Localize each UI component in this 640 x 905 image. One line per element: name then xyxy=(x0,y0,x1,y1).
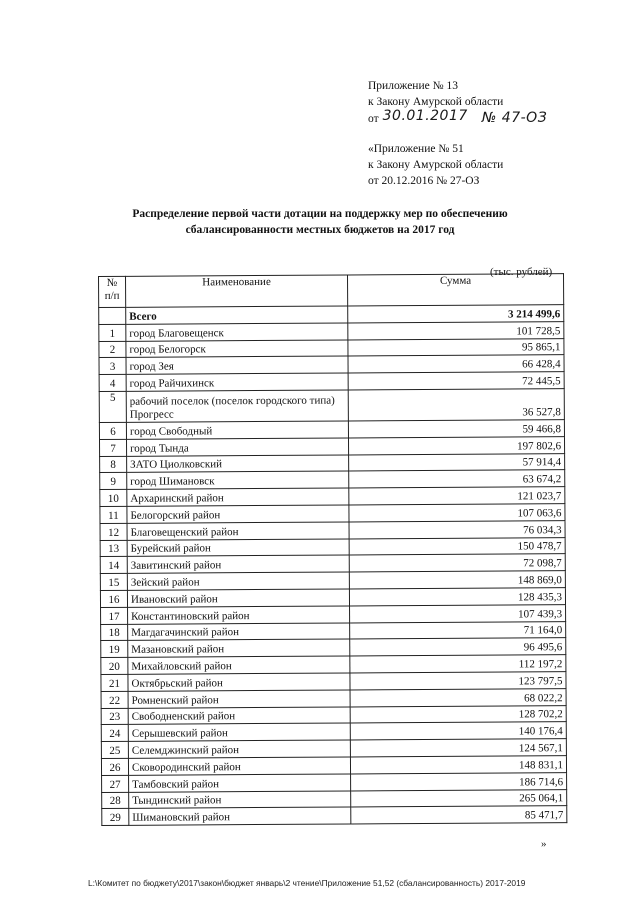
row-name: рабочий поселок (поселок городского типа) Прогресс xyxy=(126,390,348,422)
total-value: 3 214 499,6 xyxy=(348,305,564,323)
prev-appendix-law: к Закону Амурской области xyxy=(368,159,504,171)
row-sum: 107 063,6 xyxy=(349,504,565,522)
row-sum: 128 702,2 xyxy=(350,705,566,723)
row-sum: 123 797,5 xyxy=(350,672,566,690)
row-number: 19 xyxy=(101,641,128,658)
handwritten-number: № 47-ОЗ xyxy=(481,110,548,126)
row-number: 20 xyxy=(101,657,128,674)
row-number: 15 xyxy=(100,573,127,590)
row-number: 9 xyxy=(100,473,127,490)
row-sum: 124 567,1 xyxy=(350,739,566,757)
row-name: Селемджинский район xyxy=(128,740,350,758)
appendix-number: Приложение № 13 xyxy=(368,80,458,92)
row-name: город Шимановск xyxy=(127,471,349,489)
row-sum: 107 439,3 xyxy=(350,604,566,622)
col-name-header: Наименование xyxy=(126,275,348,307)
row-sum: 96 495,6 xyxy=(350,638,566,656)
row-name: Бурейский район xyxy=(127,539,349,557)
row-sum: 197 802,6 xyxy=(348,436,564,454)
from-prefix: от xyxy=(368,113,379,125)
row-number: 8 xyxy=(100,456,127,473)
handwritten-date-number xyxy=(379,110,548,126)
prev-appendix-number: «Приложение № 51 xyxy=(368,143,464,155)
row-name: Серышевский район xyxy=(128,723,350,741)
table-header-row xyxy=(99,274,564,308)
document-title xyxy=(100,206,540,238)
row-sum: 148 831,1 xyxy=(350,756,566,774)
row-number: 22 xyxy=(101,691,128,708)
row-sum: 150 478,7 xyxy=(349,537,565,555)
row-name: город Тында xyxy=(126,438,348,456)
row-name: Михайловский район xyxy=(128,656,350,674)
row-name: Тындинский район xyxy=(129,790,351,808)
title-line-2: сбалансированности местных бюджетов на 2017 год xyxy=(185,224,455,236)
row-number: 12 xyxy=(100,523,127,540)
row-number: 13 xyxy=(100,540,127,557)
row-name: город Зея xyxy=(126,356,348,374)
row-name: город Свободный xyxy=(126,421,348,439)
row-number: 18 xyxy=(101,624,128,641)
row-name: Ромненский район xyxy=(128,690,350,708)
handwritten-date: 30.01.2017 xyxy=(382,108,468,124)
row-number: 28 xyxy=(102,792,129,809)
row-number: 2 xyxy=(99,341,126,358)
row-name: Архаринский район xyxy=(127,488,349,506)
row-number: 4 xyxy=(99,375,126,392)
row-name: Мазановский район xyxy=(128,639,350,657)
row-name: город Белогорск xyxy=(126,340,348,358)
row-number: 25 xyxy=(101,741,128,758)
row-sum: 186 714,6 xyxy=(351,772,567,790)
table-row xyxy=(99,389,564,423)
row-sum: 72 098,7 xyxy=(349,554,565,572)
total-num-cell xyxy=(99,307,126,324)
row-name: Октябрьский район xyxy=(128,673,350,691)
row-name: город Благовещенск xyxy=(126,323,348,341)
row-number: 14 xyxy=(100,557,127,574)
col-sum-header: Сумма xyxy=(347,274,563,306)
row-sum: 101 728,5 xyxy=(348,321,564,339)
row-sum: 76 034,3 xyxy=(349,520,565,538)
row-sum: 148 869,0 xyxy=(349,571,565,589)
row-number: 1 xyxy=(99,324,126,341)
row-sum: 72 445,5 xyxy=(348,372,564,390)
row-number: 10 xyxy=(100,489,127,506)
prev-appendix-date: от 20.12.2016 № 27-ОЗ xyxy=(368,175,480,187)
row-sum: 112 197,2 xyxy=(350,655,566,673)
appendix-law: к Закону Амурской области xyxy=(368,96,504,108)
title-line-1: Распределение первой части дотации на поддержку мер по обеспечению xyxy=(132,208,508,220)
row-number: 6 xyxy=(99,422,126,439)
row-name: Белогорский район xyxy=(127,505,349,523)
row-number: 17 xyxy=(101,607,128,624)
row-sum: 128 435,3 xyxy=(349,588,565,606)
row-sum: 66 428,4 xyxy=(348,355,564,373)
row-number: 21 xyxy=(101,674,128,691)
row-name: Свободненский район xyxy=(128,706,350,724)
row-sum: 57 914,4 xyxy=(349,453,565,471)
col-number-header: № п/п xyxy=(99,276,126,307)
row-name: ЗАТО Циолковский xyxy=(127,455,349,473)
row-sum: 265 064,1 xyxy=(351,789,567,807)
row-name: Благовещенский район xyxy=(127,522,349,540)
row-number: 24 xyxy=(101,725,128,742)
closing-quote: » xyxy=(541,838,547,850)
row-number: 23 xyxy=(101,708,128,725)
row-sum: 85 471,7 xyxy=(351,806,567,824)
row-number: 3 xyxy=(99,358,126,375)
row-name: Ивановский район xyxy=(127,589,349,607)
row-sum: 140 176,4 xyxy=(350,722,566,740)
units-label: (тыс. рублей) xyxy=(490,266,553,278)
row-sum: 71 164,0 xyxy=(350,621,566,639)
row-name: город Райчихинск xyxy=(126,373,348,391)
row-sum: 121 023,7 xyxy=(349,487,565,505)
row-name: Константиновский район xyxy=(128,606,350,624)
row-name: Сковородинский район xyxy=(128,757,350,775)
row-name: Тамбовский район xyxy=(129,774,351,792)
row-sum: 59 466,8 xyxy=(348,420,564,438)
row-number: 11 xyxy=(100,506,127,523)
row-name: Шимановский район xyxy=(129,807,351,825)
row-number: 29 xyxy=(102,809,129,826)
row-name: Магдагачинский район xyxy=(128,623,350,641)
subsidy-table xyxy=(98,273,567,826)
appendix-header xyxy=(368,78,618,189)
row-sum: 63 674,2 xyxy=(349,470,565,488)
row-number: 26 xyxy=(101,758,128,775)
total-label: Всего xyxy=(126,306,348,324)
row-sum: 36 527,8 xyxy=(348,389,564,421)
appendix-date-line xyxy=(368,110,618,127)
row-name: Завитинский район xyxy=(127,555,349,573)
row-number: 7 xyxy=(99,439,126,456)
row-number: 16 xyxy=(100,590,127,607)
row-sum: 95 865,1 xyxy=(348,338,564,356)
file-path-footer: L:\Комитет по бюджету\2017\закон\бюджет январь\2 чтение\Приложение 51,52 (сбалансированность) 2017-2019 xyxy=(88,878,526,888)
table-row xyxy=(102,806,567,826)
row-number: 27 xyxy=(102,775,129,792)
row-sum: 68 022,2 xyxy=(350,688,566,706)
row-name: Зейский район xyxy=(127,572,349,590)
row-number: 5 xyxy=(99,391,126,422)
